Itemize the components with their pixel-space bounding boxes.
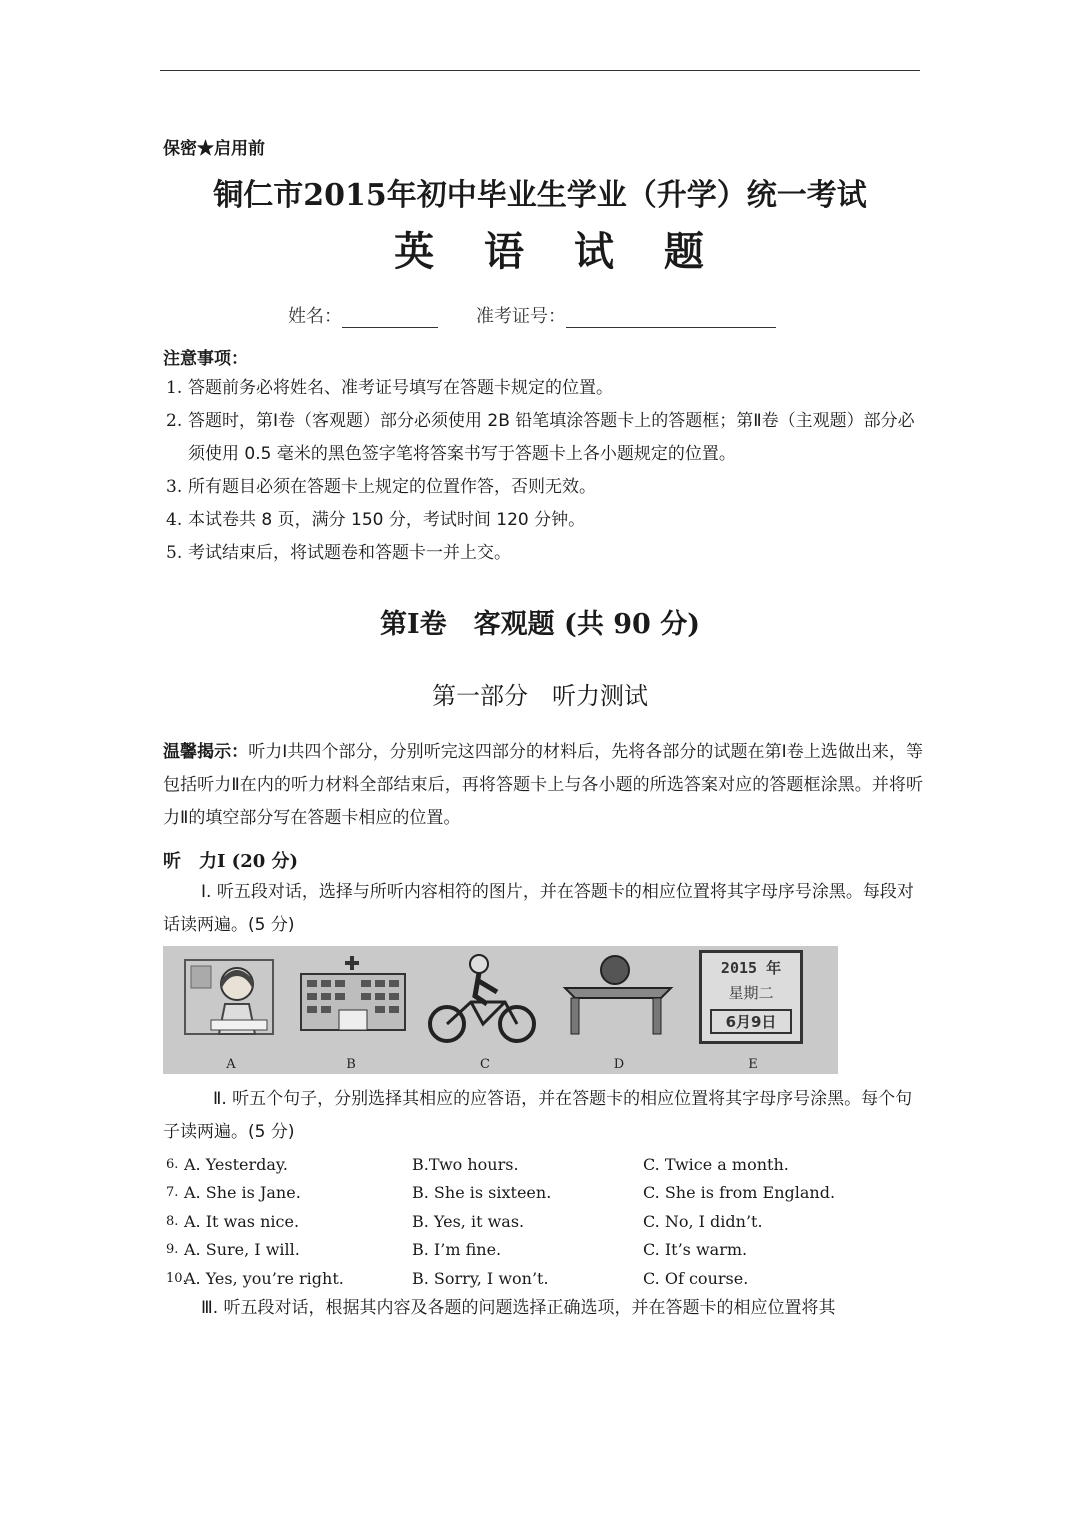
listening-heading: 听 力Ⅰ (20 分)	[163, 851, 299, 872]
picture-label: D	[613, 1057, 625, 1072]
question-row: 6. A. Yesterday. B.Two hours. C. Twice a month.	[166, 1150, 926, 1179]
question-row: 7. A. She is Jane. B. She is sixteen. C. She is from England.	[166, 1179, 926, 1208]
option-a: A. It was nice.	[184, 1211, 300, 1231]
option-b: B. She is sixteen.	[412, 1183, 552, 1203]
exam-title: 铜仁市2015年初中毕业生学业（升学）统一考试	[213, 178, 867, 213]
option-a: A. Yesterday.	[184, 1154, 288, 1174]
option-a: A. Yes, you’re right.	[184, 1268, 344, 1288]
ball-on-desk-icon	[559, 946, 679, 1056]
picture-e	[693, 946, 813, 1074]
exam-id-label: 准考证号：	[476, 306, 566, 327]
calendar-weekday: 星期二	[728, 984, 774, 1002]
option-a: A. Sure, I will.	[184, 1240, 300, 1260]
name-label: 姓名：	[288, 306, 342, 327]
tips-text: 听力Ⅰ共四个部分，分别听完这四部分的材料后，先将各部分的试题在第Ⅰ卷上选做出来，等包括听力Ⅱ在内的听力材料全部结束后，再将答题卡上与各小题的所选答案对应的答题框涂黑。并将听力Ⅱ的填空部分写在答题卡相应的位置。	[163, 742, 923, 828]
notice-heading: 注意事项：	[163, 349, 248, 369]
notice-list	[166, 372, 926, 570]
option-c: C. No, I didn’t.	[643, 1211, 763, 1231]
option-c: C. She is from England.	[643, 1183, 836, 1203]
picture-b	[295, 946, 411, 1074]
question-list	[166, 1150, 926, 1293]
picture-c	[425, 946, 543, 1074]
top-rule	[160, 70, 920, 71]
bicycle-rider-icon	[425, 946, 543, 1056]
option-c: C. Twice a month.	[643, 1154, 789, 1174]
option-b: B. I’m fine.	[412, 1240, 502, 1260]
option-a: A. She is Jane.	[184, 1183, 301, 1203]
tips-paragraph	[163, 736, 923, 835]
tips-label: 温馨揭示：	[163, 742, 249, 762]
picture-label: E	[748, 1057, 758, 1072]
hospital-icon	[295, 946, 411, 1056]
section2-instruction: Ⅱ. 听五个句子，分别选择其相应的应答语，并在答题卡的相应位置将其字母序号涂黑。每个句子读两遍。(5 分)	[163, 1089, 913, 1142]
question-row: 10. A. Yes, you’re right. B. Sorry, I won’t. C. Of course.	[166, 1264, 926, 1293]
name-blank[interactable]	[342, 307, 438, 328]
picture-label: B	[346, 1057, 356, 1072]
section1-instruction: Ⅰ. 听五段对话，选择与所听内容相符的图片，并在答题卡的相应位置将其字母序号涂黑。每段对话读两遍。(5 分)	[163, 882, 914, 935]
option-c: C. It’s warm.	[643, 1240, 748, 1260]
subject-title: 英 语 试 题	[394, 228, 722, 275]
calendar-date: 6月9日	[710, 1009, 792, 1034]
candidate-fields	[288, 302, 776, 328]
picture-strip	[163, 946, 838, 1074]
notice-item: 4. 本试卷共 8 页，满分 150 分，考试时间 120 分钟。	[166, 510, 586, 530]
exam-id-blank[interactable]	[566, 307, 776, 328]
notice-item: 3. 所有题目必须在答题卡上规定的位置作答，否则无效。	[166, 477, 596, 497]
option-b: B. Yes, it was.	[412, 1211, 525, 1231]
notice-item: 2. 答题时，第Ⅰ卷（客观题）部分必须使用 2B 铅笔填涂答题卡上的答题框；第Ⅱ卷（主观题）部分必须使用 0.5 毫米的黑色签字笔将答案书写于答题卡上各小题规定的位置。	[166, 411, 915, 464]
confidential-label: 保密★启用前	[163, 139, 265, 159]
part-title: 第一部分 听力测试	[432, 682, 648, 710]
option-c: C. Of course.	[643, 1268, 749, 1288]
section3-instruction: Ⅲ. 听五段对话，根据其内容及各题的问题选择正确选项，并在答题卡的相应位置将其	[201, 1298, 836, 1318]
question-row: 9. A. Sure, I will. B. I’m fine. C. It’s warm.	[166, 1236, 926, 1265]
picture-a	[181, 946, 281, 1074]
question-row: 8. A. It was nice. B. Yes, it was. C. No, I didn’t.	[166, 1207, 926, 1236]
picture-label: A	[226, 1057, 236, 1072]
notice-item: 5. 考试结束后，将试题卷和答题卡一并上交。	[166, 543, 511, 563]
girl-reading-icon	[181, 946, 281, 1056]
picture-label: C	[480, 1057, 490, 1072]
notice-item: 1. 答题前务必将姓名、准考证号填写在答题卡规定的位置。	[166, 378, 613, 398]
option-b: B. Sorry, I won’t.	[412, 1268, 549, 1288]
picture-d	[559, 946, 679, 1074]
calendar	[699, 950, 803, 1044]
volume-title: 第Ⅰ卷 客观题 (共 90 分)	[380, 609, 700, 640]
calendar-year: 2015 年	[720, 959, 782, 977]
option-b: B.Two hours.	[412, 1154, 519, 1174]
